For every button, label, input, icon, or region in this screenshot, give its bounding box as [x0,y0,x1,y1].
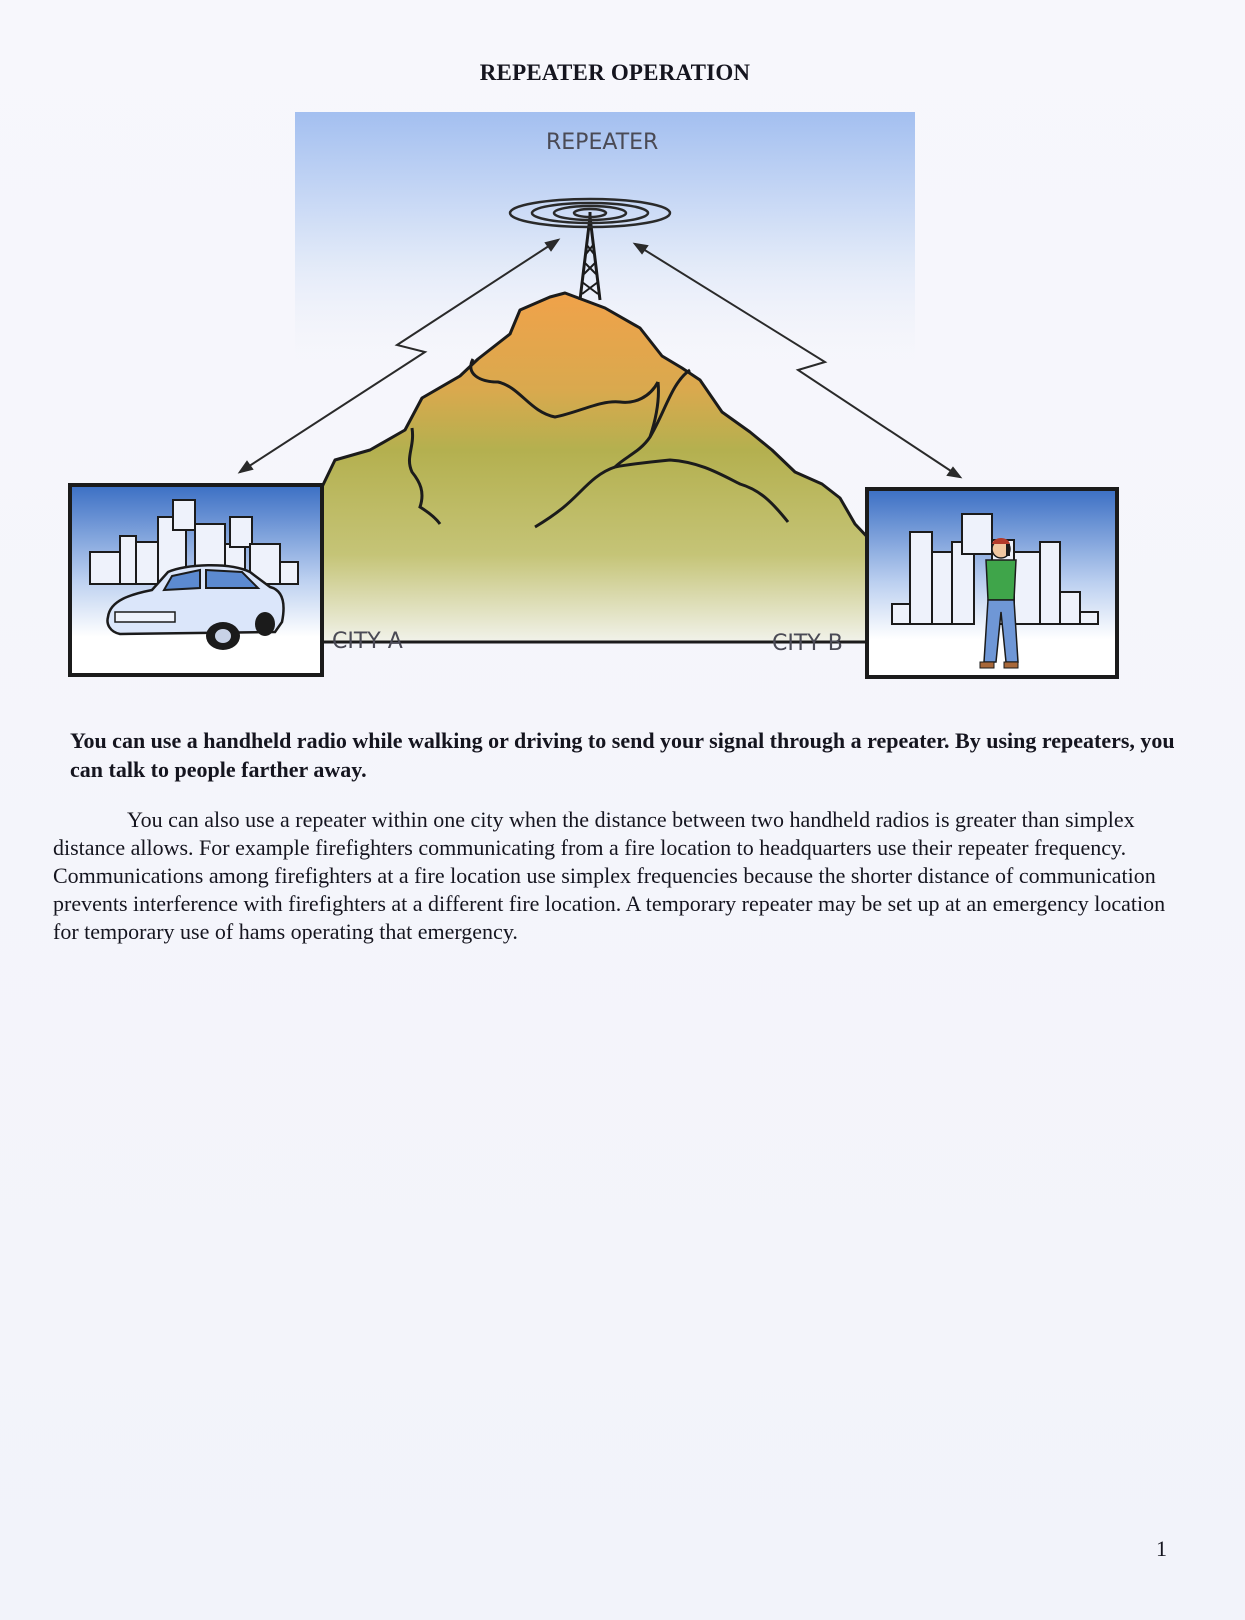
repeater-diagram [60,112,1160,712]
city-a-label: CITY A [332,629,403,654]
page-number: 1 [1156,1536,1167,1561]
repeater-label: REPEATER [546,130,659,155]
body-paragraph: You can also use a repeater within one city when the distance between two handheld radios is greater than simplex distance allows. For example firefighters communicating from a fire location to headquarters use their repeater frequency. Communications among firefighters at a fire location use simplex frequencies because the shorter distance of communication prevents interference with firefighters at a different fire location. A temporary repeater may be set up at an emergency location for temporary use of hams operating that emergency. [53,807,1166,944]
city-b-panel [867,489,1117,677]
city-a-panel [70,485,322,675]
page-title: REPEATER OPERATION [479,60,751,85]
figure-caption: You can use a handheld radio while walking or driving to send your signal through a repeater. By using repeaters, you can talk to people farther away. [70,728,1175,782]
city-b-label: CITY B [772,631,843,656]
